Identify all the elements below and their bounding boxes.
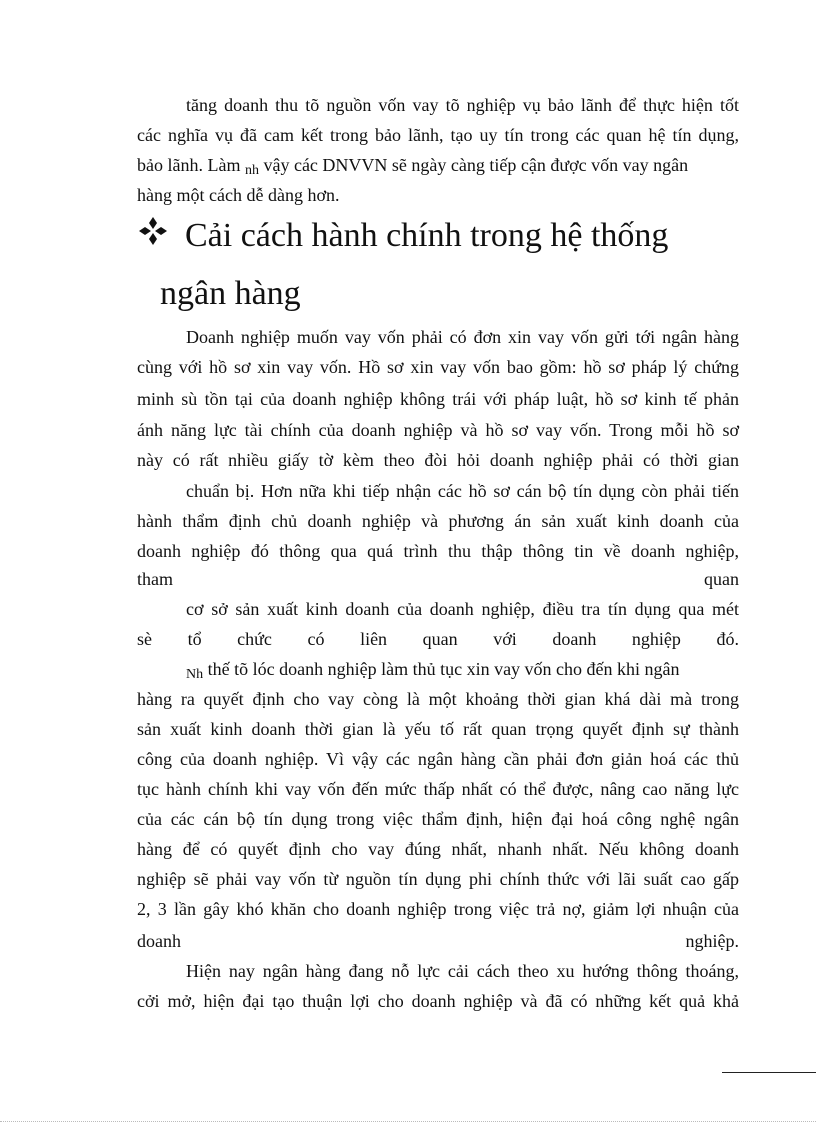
text-span: nghiệp. xyxy=(685,931,739,951)
text-line xyxy=(186,594,739,624)
word: tổ xyxy=(187,629,202,649)
text-span: hàng một cách dễ dàng hơn. xyxy=(137,185,340,205)
text-span: hàng ra quyết định cho vay còng là một khoảng thời gian khá dài mà trong xyxy=(137,689,739,709)
text-line xyxy=(137,120,739,150)
text-span: tục hành chính khi vay vốn đến mức thấp nhất có thể được, nâng cao năng lực xyxy=(137,779,739,799)
word: với xyxy=(493,629,517,649)
section-heading xyxy=(185,214,739,258)
word: quan xyxy=(422,629,458,649)
text-span: thế tõ lóc doanh nghiệp làm thủ tục xin vay vốn cho đến khi ngân xyxy=(207,659,680,679)
text-span: này có rất nhiều giấy tờ kèm theo đòi hỏi doanh nghiệp phải có thời gian xyxy=(137,450,739,470)
text-line xyxy=(137,536,739,566)
text-line xyxy=(137,804,739,834)
text-span: các nghĩa vụ đã cam kết trong bảo lãnh, tạo uy tín trong các quan hệ tín dụng, xyxy=(137,125,739,145)
text-span: tăng doanh thu tõ nguồn vốn vay tõ nghiệp vụ bảo lãnh để thực hiện tốt xyxy=(186,95,739,115)
text-span: sản xuất kinh doanh thời gian là yếu tố rất quan trọng quyết định sự thành xyxy=(137,719,739,739)
text-span: vậy các DNVVN sẽ ngày càng tiếp cận được vốn vay ngân xyxy=(263,155,689,175)
word: doanh xyxy=(552,629,597,649)
text-line xyxy=(186,322,739,352)
text-span: bảo lãnh. Làm xyxy=(137,155,241,175)
footer-rule xyxy=(722,1072,816,1073)
text-span: ánh năng lực tài chính của doanh nghiệp và hồ sơ vay vốn. Trong mỗi hồ sơ xyxy=(137,420,739,440)
text-line xyxy=(137,415,739,445)
text-line xyxy=(137,864,739,894)
text-line xyxy=(137,744,739,774)
word: sè xyxy=(137,629,152,649)
text-line xyxy=(137,684,739,714)
text-line xyxy=(186,654,739,687)
text-span: quan xyxy=(704,569,739,589)
text-line xyxy=(137,384,739,414)
text-span: Hiện nay ngân hàng đang nỗ lực cải cách theo xu hướng thông thoáng, xyxy=(186,961,739,981)
text-span: công của doanh nghiệp. Vì vậy các ngân hàng cần phải đơn giản hoá các thủ xyxy=(137,749,739,769)
text-line xyxy=(137,894,739,924)
word: nghiệp xyxy=(631,629,681,649)
text-line xyxy=(137,150,739,183)
text-line xyxy=(137,506,739,536)
text-span: chuẩn bị. Hơn nữa khi tiếp nhận các hồ sơ cán bộ tín dụng còn phải tiến xyxy=(186,481,739,501)
heading-text: Cải cách hành chính trong hệ thống xyxy=(185,217,669,254)
text-span: nh xyxy=(244,163,259,178)
text-line xyxy=(137,624,739,654)
section-heading-line2 xyxy=(160,272,301,316)
text-span: tham xyxy=(137,569,173,589)
text-span: Nh xyxy=(186,667,204,682)
text-span: 2, 3 lần gây khó khăn cho doanh nghiệp trong việc trả nợ, giảm lợi nhuận của xyxy=(137,899,739,919)
text-line xyxy=(137,834,739,864)
text-span: hàng để có quyết định cho vay đúng nhất, nhanh nhất. Nếu không doanh xyxy=(137,839,739,859)
text-span: doanh xyxy=(137,931,181,951)
page-edge-divider xyxy=(0,1121,816,1122)
word: có xyxy=(307,629,325,649)
text-line xyxy=(137,445,739,475)
text-span: minh sù tồn tại của doanh nghiệp không trái với pháp luật, hồ sơ kinh tế phản xyxy=(137,389,739,409)
text-span: cùng với hồ sơ xin vay vốn. Hồ sơ xin vay vốn bao gồm: hồ sơ pháp lý chứng xyxy=(137,357,739,377)
text-line xyxy=(137,986,739,1016)
word: chức xyxy=(237,629,272,649)
word: đó. xyxy=(716,629,739,649)
text-span: của các cán bộ tín dụng trong việc thẩm định, hiện đại hoá công nghệ ngân xyxy=(137,809,739,829)
text-span: cơ sở sản xuất kinh doanh của doanh nghiệp, điều tra tín dụng qua mét xyxy=(186,599,739,619)
text-span: hành thẩm định chủ doanh nghiệp và phương án sản xuất kinh doanh của xyxy=(137,511,739,531)
text-span: doanh nghiệp đó thông qua quá trình thu thập thông tin về doanh nghiệp, xyxy=(137,541,739,561)
text-span: nghiệp sẽ phải vay vốn từ nguồn tín dụng phi chính thức với lãi suất cao gấp xyxy=(137,869,739,889)
text-line xyxy=(137,180,739,210)
text-line xyxy=(186,476,739,506)
heading-text: ngân hàng xyxy=(160,275,301,312)
text-line xyxy=(137,564,739,594)
text-span: cởi mở, hiện đại tạo thuận lợi cho doanh nghiệp và đã có những kết quả khả xyxy=(137,991,739,1011)
word: liên xyxy=(360,629,388,649)
text-span: Doanh nghiệp muốn vay vốn phải có đơn xin vay vốn gửi tới ngân hàng xyxy=(186,327,739,347)
text-line xyxy=(186,90,739,120)
text-line xyxy=(186,956,739,986)
text-line xyxy=(137,352,739,382)
diamond-bullet-icon xyxy=(137,215,169,247)
text-line xyxy=(137,774,739,804)
text-line xyxy=(137,714,739,744)
text-line xyxy=(137,926,739,956)
